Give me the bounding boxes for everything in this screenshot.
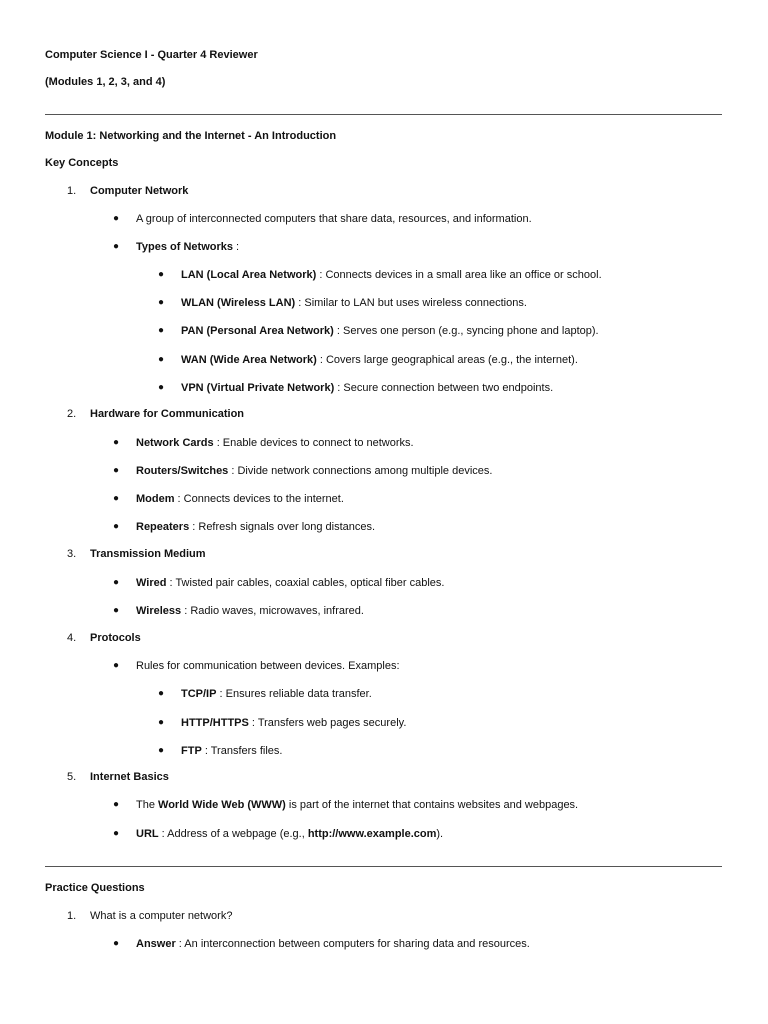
bullet-icon: ●	[113, 493, 120, 504]
bullet-icon: ●	[113, 577, 120, 588]
item-title: Computer Network	[90, 185, 189, 197]
item-number: 5.	[67, 771, 77, 783]
bullet-icon: ●	[158, 382, 165, 393]
bullet-icon: ●	[113, 241, 120, 252]
bullet-icon: ●	[113, 660, 120, 671]
bullet-icon: ●	[158, 325, 165, 336]
list-item: Wireless : Radio waves, microwaves, infrared.	[136, 605, 364, 617]
list-item: FTP : Transfers files.	[181, 745, 283, 757]
bullet-icon: ●	[113, 213, 120, 224]
doc-title: Computer Science I - Quarter 4 Reviewer	[45, 49, 258, 61]
answer-text: Answer : An interconnection between computers for sharing data and resources.	[136, 938, 530, 950]
bullet-icon: ●	[158, 269, 165, 280]
item-title: Transmission Medium	[90, 548, 206, 560]
list-item: LAN (Local Area Network) : Connects devices in a small area like an office or school.	[181, 269, 602, 281]
protocols-intro: Rules for communication between devices. Examples:	[136, 660, 400, 672]
list-item: Wired : Twisted pair cables, coaxial cables, optical fiber cables.	[136, 577, 445, 589]
list-item: WAN (Wide Area Network) : Covers large geographical areas (e.g., the internet).	[181, 354, 578, 366]
question-text: What is a computer network?	[90, 910, 233, 922]
list-item: PAN (Personal Area Network) : Serves one person (e.g., syncing phone and laptop).	[181, 325, 599, 337]
bullet-icon: ●	[113, 938, 120, 949]
list-item: URL : Address of a webpage (e.g., http://www.example.com).	[136, 828, 444, 840]
list-item: HTTP/HTTPS : Transfers web pages securely.	[181, 717, 407, 729]
doc-subtitle: (Modules 1, 2, 3, and 4)	[45, 76, 166, 88]
item-number: 1.	[67, 185, 77, 197]
bullet-icon: ●	[113, 605, 120, 616]
types-label: Types of Networks :	[136, 241, 240, 253]
example-url: http://www.example.com	[307, 828, 437, 840]
bullet-icon: ●	[158, 745, 165, 756]
bullet-icon: ●	[113, 521, 120, 532]
bullet-icon: ●	[158, 354, 165, 365]
bullet-icon: ●	[158, 688, 165, 699]
list-item: The World Wide Web (WWW) is part of the internet that contains websites and webpages.	[136, 799, 579, 811]
bullet-icon: ●	[113, 828, 120, 839]
list-item: Repeaters : Refresh signals over long distances.	[136, 521, 376, 533]
item-number: 2.	[67, 408, 77, 420]
bullet-icon: ●	[113, 465, 120, 476]
question-number: 1.	[67, 910, 77, 922]
bullet-icon: ●	[158, 717, 165, 728]
definition-text: A group of interconnected computers that share data, resources, and information.	[136, 213, 532, 225]
list-item: WLAN (Wireless LAN) : Similar to LAN but uses wireless connections.	[181, 297, 527, 309]
bullet-icon: ●	[113, 799, 120, 810]
key-concepts-heading: Key Concepts	[45, 157, 119, 169]
list-item: Routers/Switches : Divide network connections among multiple devices.	[136, 465, 493, 477]
bullet-icon: ●	[158, 297, 165, 308]
item-number: 4.	[67, 632, 77, 644]
item-number: 3.	[67, 548, 77, 560]
module1-heading: Module 1: Networking and the Internet - An Introduction	[45, 130, 337, 142]
item-title: Protocols	[90, 632, 141, 644]
list-item: Network Cards : Enable devices to connect to networks.	[136, 437, 414, 449]
list-item: VPN (Virtual Private Network) : Secure connection between two endpoints.	[181, 382, 554, 394]
divider	[45, 866, 722, 867]
item-title: Internet Basics	[90, 771, 169, 783]
list-item: TCP/IP : Ensures reliable data transfer.	[181, 688, 372, 700]
bullet-icon: ●	[113, 437, 120, 448]
divider	[45, 114, 722, 115]
item-title: Hardware for Communication	[90, 408, 245, 420]
practice-heading: Practice Questions	[45, 882, 145, 894]
list-item: Modem : Connects devices to the internet.	[136, 493, 344, 505]
